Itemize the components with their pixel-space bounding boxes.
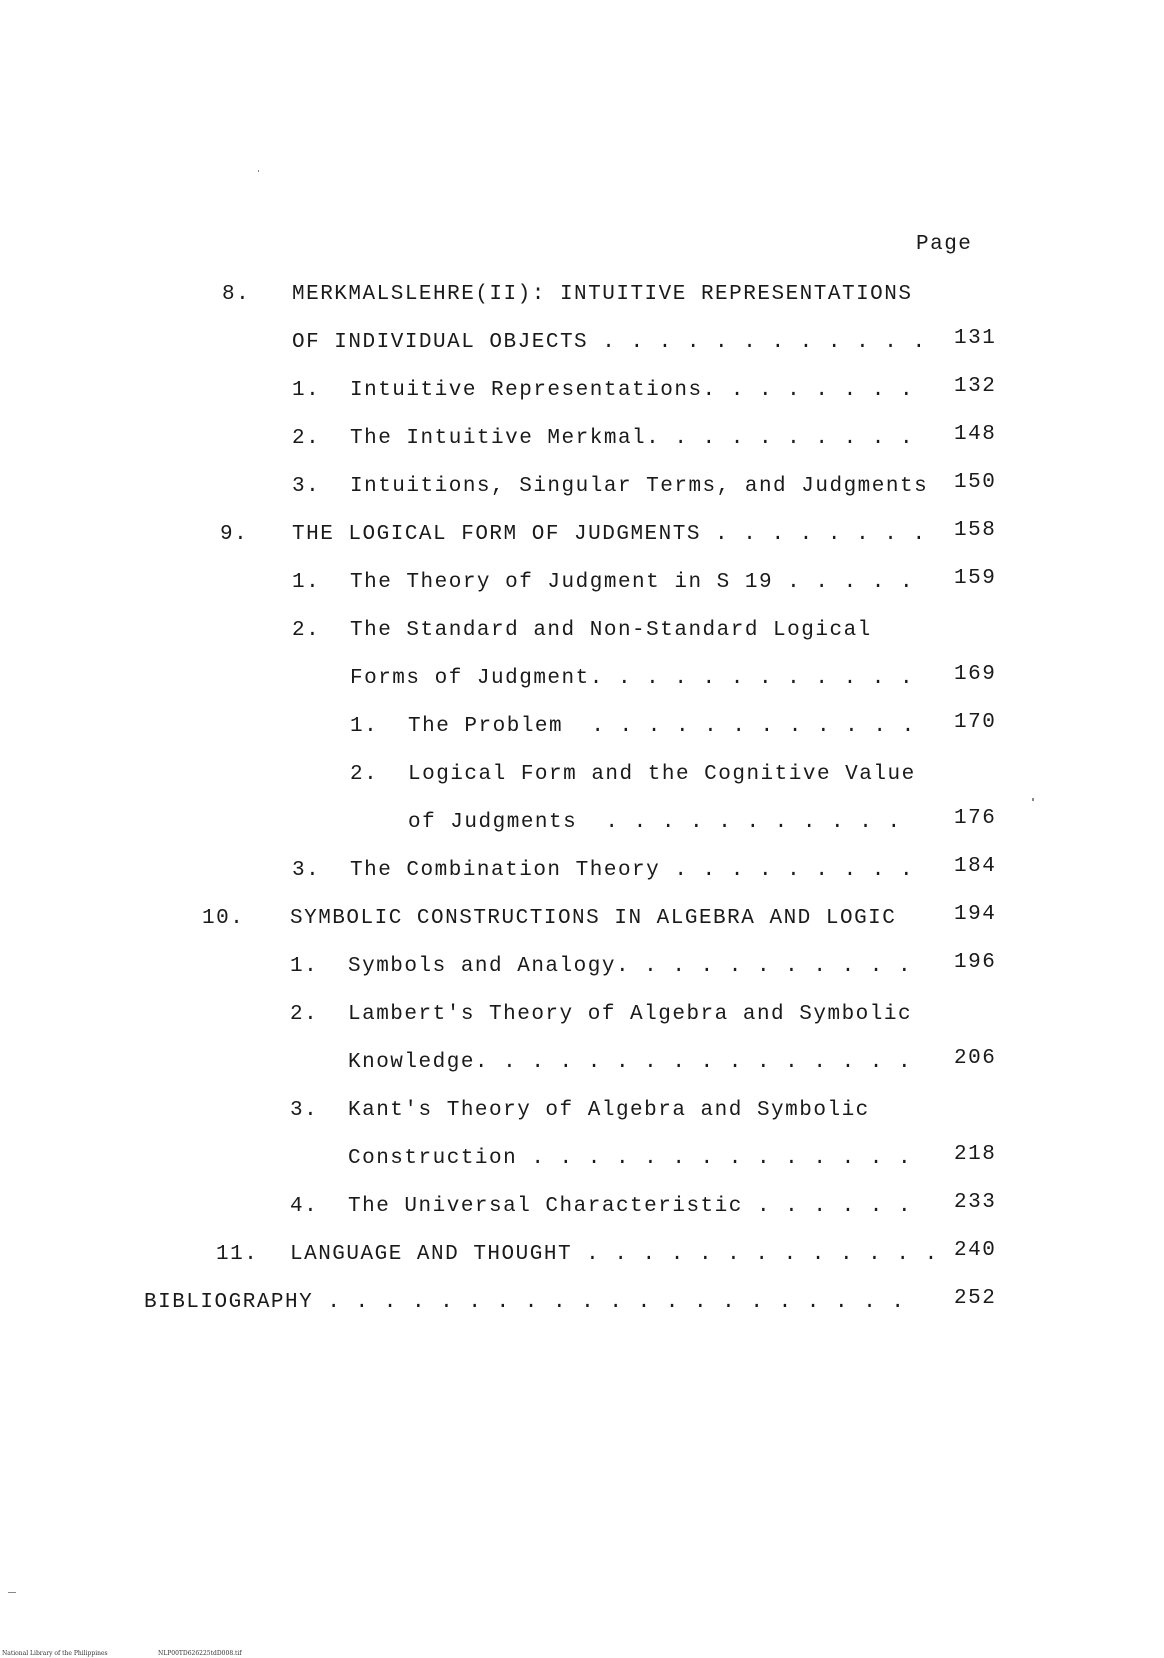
- subsection-number: 1.: [350, 715, 379, 738]
- page-number: 150: [954, 471, 997, 494]
- page-number: 170: [954, 711, 997, 734]
- page-column-label: Page: [916, 233, 973, 256]
- section-title: The Universal Characteristic . . . . . .: [348, 1195, 913, 1218]
- chapter-title: THE LOGICAL FORM OF JUDGMENTS . . . . . . . .: [292, 523, 927, 546]
- section-title: Kant's Theory of Algebra and Symbolic: [348, 1099, 870, 1122]
- section-title: The Theory of Judgment in S 19 . . . . .: [350, 571, 915, 594]
- section-title: Symbols and Analogy. . . . . . . . . . .: [348, 955, 913, 978]
- page-number: 148: [954, 423, 997, 446]
- section-title: The Standard and Non-Standard Logical: [350, 619, 872, 642]
- subsection-title-continued: of Judgments . . . . . . . . . . .: [408, 811, 902, 834]
- scan-speck: [1032, 798, 1034, 801]
- page-number: 158: [954, 519, 997, 542]
- subsection-title: Logical Form and the Cognitive Value: [408, 763, 916, 786]
- section-number: 2.: [292, 427, 321, 450]
- page-number: 206: [954, 1047, 997, 1070]
- page-number: 252: [954, 1287, 997, 1310]
- section-number: 2.: [290, 1003, 319, 1026]
- section-title: Lambert's Theory of Algebra and Symbolic: [348, 1003, 913, 1026]
- section-number: 3.: [292, 475, 321, 498]
- section-number: 4.: [290, 1195, 319, 1218]
- scan-speck: [258, 170, 259, 172]
- chapter-title: MERKMALSLEHRE(II): INTUITIVE REPRESENTATIONS: [292, 283, 913, 306]
- section-number: 3.: [290, 1099, 319, 1122]
- section-title-continued: Forms of Judgment. . . . . . . . . . . .: [350, 667, 915, 690]
- page-number: 233: [954, 1191, 997, 1214]
- section-number: 3.: [292, 859, 321, 882]
- section-number: 1.: [290, 955, 319, 978]
- section-title: The Intuitive Merkmal. . . . . . . . . .: [350, 427, 915, 450]
- page-number: 218: [954, 1143, 997, 1166]
- section-title: Intuitive Representations. . . . . . . .: [350, 379, 915, 402]
- section-number: 2.: [292, 619, 321, 642]
- footer-file-id: NLP00TD626225tdD008.tif: [158, 1650, 242, 1657]
- chapter-title: LANGUAGE AND THOUGHT . . . . . . . . . . . . .: [290, 1243, 939, 1266]
- subsection-number: 2.: [350, 763, 379, 786]
- page-number: 159: [954, 567, 997, 590]
- chapter-title: SYMBOLIC CONSTRUCTIONS IN ALGEBRA AND LOGIC: [290, 907, 897, 930]
- page-number: 240: [954, 1239, 997, 1262]
- page-number: 184: [954, 855, 997, 878]
- chapter-number: 10.: [202, 907, 245, 930]
- section-title-continued: Construction . . . . . . . . . . . . . .: [348, 1147, 913, 1170]
- chapter-title-continued: OF INDIVIDUAL OBJECTS . . . . . . . . . . . .: [292, 331, 927, 354]
- page-number: 176: [954, 807, 997, 830]
- chapter-number: 9.: [220, 523, 249, 546]
- page-number: 132: [954, 375, 997, 398]
- section-number: 1.: [292, 379, 321, 402]
- section-title: The Combination Theory . . . . . . . . .: [350, 859, 915, 882]
- page-number: 196: [954, 951, 997, 974]
- scan-speck: [8, 1592, 16, 1593]
- footer-library-credit: National Library of the Philippines: [2, 1650, 108, 1657]
- page-number: 131: [954, 327, 997, 350]
- bibliography-title: BIBLIOGRAPHY . . . . . . . . . . . . . . . . . . . . .: [144, 1291, 906, 1314]
- page-number: 194: [954, 903, 997, 926]
- page-number: 169: [954, 663, 997, 686]
- section-number: 1.: [292, 571, 321, 594]
- section-title: Intuitions, Singular Terms, and Judgments: [350, 475, 929, 498]
- chapter-number: 8.: [222, 283, 251, 306]
- chapter-number: 11.: [216, 1243, 259, 1266]
- section-title-continued: Knowledge. . . . . . . . . . . . . . . .: [348, 1051, 913, 1074]
- subsection-title: The Problem . . . . . . . . . . . .: [408, 715, 916, 738]
